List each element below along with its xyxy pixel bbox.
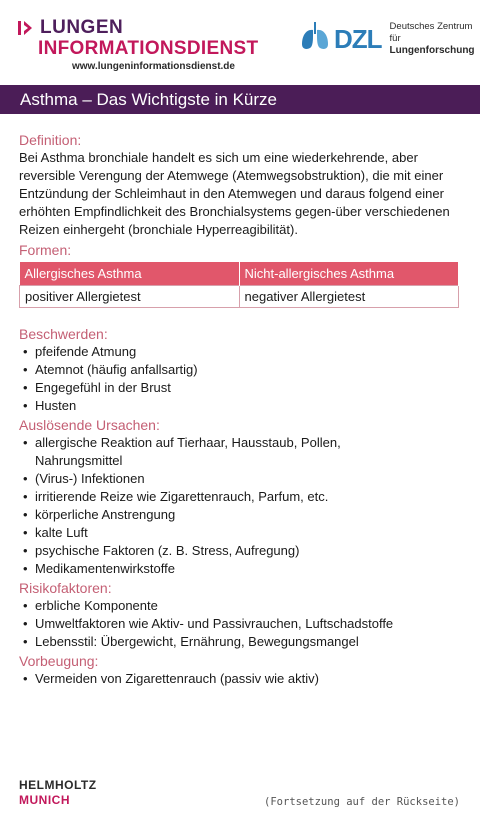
list-item: • Vermeiden von Zigarettenrauch (passiv wie aktiv) [19,670,464,688]
lungs-icon [300,20,330,57]
formen-table [19,262,459,308]
dzl-name [390,21,480,57]
logo-line-lungen: LUNGEN [40,17,124,38]
list-item: • Husten [19,397,464,415]
beschwerden-list [19,343,464,415]
risiko-heading: Risikofaktoren: [19,580,112,596]
dzl-abbreviation: DZL [334,23,382,54]
beschwerden-heading: Beschwerden: [19,326,108,342]
table-header-allergic: Allergisches Asthma [20,262,240,286]
continuation-note: (Fortsetzung auf der Rückseite) [264,796,460,808]
logo-line-informationsdienst: INFORMATIONSDIENST [38,38,259,59]
list-item: • allergische Reaktion auf Tierhaar, Hausstaub, Pollen, Nahrungsmittel [19,434,385,470]
table-header-nonallergic: Nicht-allergisches Asthma [239,262,459,286]
list-item: • körperliche Anstrengung [19,506,464,524]
page-title: Asthma – Das Wichtigste in Kürze [0,85,480,114]
list-item: • erbliche Komponente [19,597,464,615]
risiko-list [19,597,464,651]
definition-heading: Definition: [19,132,82,148]
vorbeugung-list [19,670,464,688]
helmholtz-line: HELMHOLTZ [19,778,97,792]
list-item: • Medikamentenwirkstoffe [19,560,464,578]
main-content [19,131,464,688]
list-item: • kalte Luft [19,524,464,542]
ursachen-heading: Auslösende Ursachen: [19,417,160,433]
table-cell-nonallergic: negativer Allergietest [239,286,459,308]
website-url: www.lungeninformationsdienst.de [72,61,235,72]
list-item: • irritierende Reize wie Zigarettenrauch, Parfum, etc. [19,488,464,506]
list-item: • Engegefühl in der Brust [19,379,464,397]
dzl-line-2: Lungenforschung [389,44,475,56]
ursachen-list [19,434,464,578]
list-item: • Atemnot (häufig anfallsartig) [19,361,464,379]
list-item: • psychische Faktoren (z. B. Stress, Aufregung) [19,542,464,560]
list-item: • pfeifende Atmung [19,343,464,361]
table-row [20,286,459,308]
munich-line: MUNICH [19,793,70,807]
list-item: • Lebensstil: Übergewicht, Ernährung, Bewegungsmangel [19,633,464,651]
helmholtz-munich-logo[interactable] [19,778,97,808]
dzl-logo[interactable] [300,20,480,57]
formen-heading: Formen: [19,242,72,258]
table-cell-allergic: positiver Allergietest [20,286,240,308]
definition-text: Bei Asthma bronchiale handelt es sich um eine wiederkehrende, aber reversible Verengung der Atemwege (Atemwegsobstruktion), die mit einer Entzündung der Schleimhaut in den Atemwegen und daraus folgend einer erhöhten Empfindlichkeit des Bronchialsystems gegen-über verschiedenen Reizen einhergeht (bronchiale Hyperreagibilität). [19,150,450,237]
list-item: • Umweltfaktoren wie Aktiv- und Passivrauchen, Luftschadstoffe [19,615,464,633]
vorbeugung-heading: Vorbeugung: [19,653,99,669]
list-item: • (Virus-) Infektionen [19,470,464,488]
table-header-row [20,262,459,286]
header [0,0,480,84]
lungeninformationsdienst-logo[interactable] [18,18,258,72]
dzl-line-1: Deutsches Zentrum für [389,20,473,44]
lungen-brand-icon [18,20,34,36]
